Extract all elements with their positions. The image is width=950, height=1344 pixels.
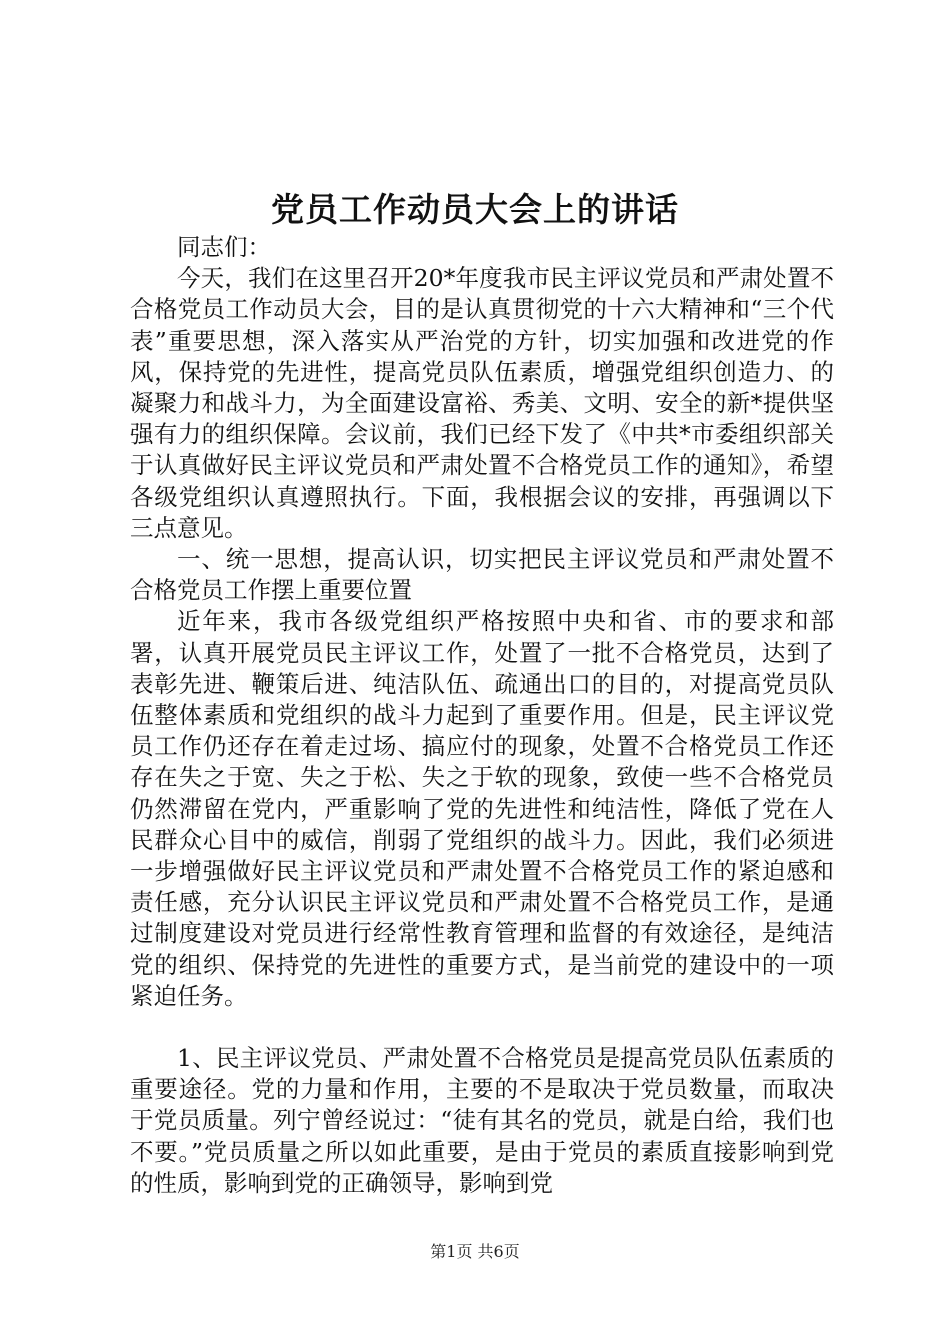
paragraph-point-1: 1、民主评议党员、严肃处置不合格党员是提高党员队伍素质的重要途径。党的力量和作用，主要的不是取决于党员数量，而取决于党员质量。列宁曾经说过：“徒有其名的党员，就是白给，我们也不要。”党员质量之所以如此重要，是由于党员的素质直接影响到党的性质，影响到党的正确领导，影响到党: [130, 1044, 834, 1197]
document-title: 党员工作动员大会上的讲话: [271, 190, 679, 229]
paragraph-section-1: 近年来，我市各级党组织严格按照中央和省、市的要求和部署，认真开展党员民主评议工作，处置了一批不合格党员，达到了表彰先进、鞭策后进、纯洁队伍、疏通出口的目的，对提高党员队伍整体素质和党组织的战斗力起到了重要作用。但是，民主评议党员工作仍还存在着走过场、搞应付的现象，处置不合格党员工作还存在失之于宽、失之于松、失之于软的现象，致使一些不合格党员仍然滞留在党内，严重影响了党的先进性和纯洁性，降低了党在人民群众心目中的威信，削弱了党组织的战斗力。因此，我们必须进一步增强做好民主评议党员和严肃处置不合格党员工作的紧迫感和责任感，充分认识民主评议党员和严肃处置不合格党员工作，是通过制度建设对党员进行经常性教育管理和监督的有效途径，是纯洁党的组织、保持党的先进性的重要方式，是当前党的建设中的一项紧迫任务。: [130, 607, 834, 1010]
salutation: 同志们：: [177, 233, 271, 261]
paragraph-intro: 今天，我们在这里召开20*年度我市民主评议党员和严肃处置不合格党员工作动员大会，目的是认真贯彻党的十六大精神和“三个代表”重要思想，深入落实从严治党的方针，切实加强和改进党的作风，保持党的先进性，提高党员队伍素质，增强党组织创造力、的凝聚力和战斗力，为全面建设富裕、秀美、文明、安全的新*提供坚强有力的组织保障。会议前，我们已经下发了《中共*市委组织部关于认真做好民主评议党员和严肃处置不合格党员工作的通知》，希望各级党组织认真遵照执行。下面，我根据会议的安排，再强调以下三点意见。: [130, 264, 834, 542]
section-heading-1: 一、统一思想，提高认识，切实把民主评议党员和严肃处置不合格党员工作摆上重要位置: [130, 545, 834, 605]
page-footer: 第1页 共6页: [430, 1242, 520, 1261]
document-body: [130, 232, 834, 1199]
